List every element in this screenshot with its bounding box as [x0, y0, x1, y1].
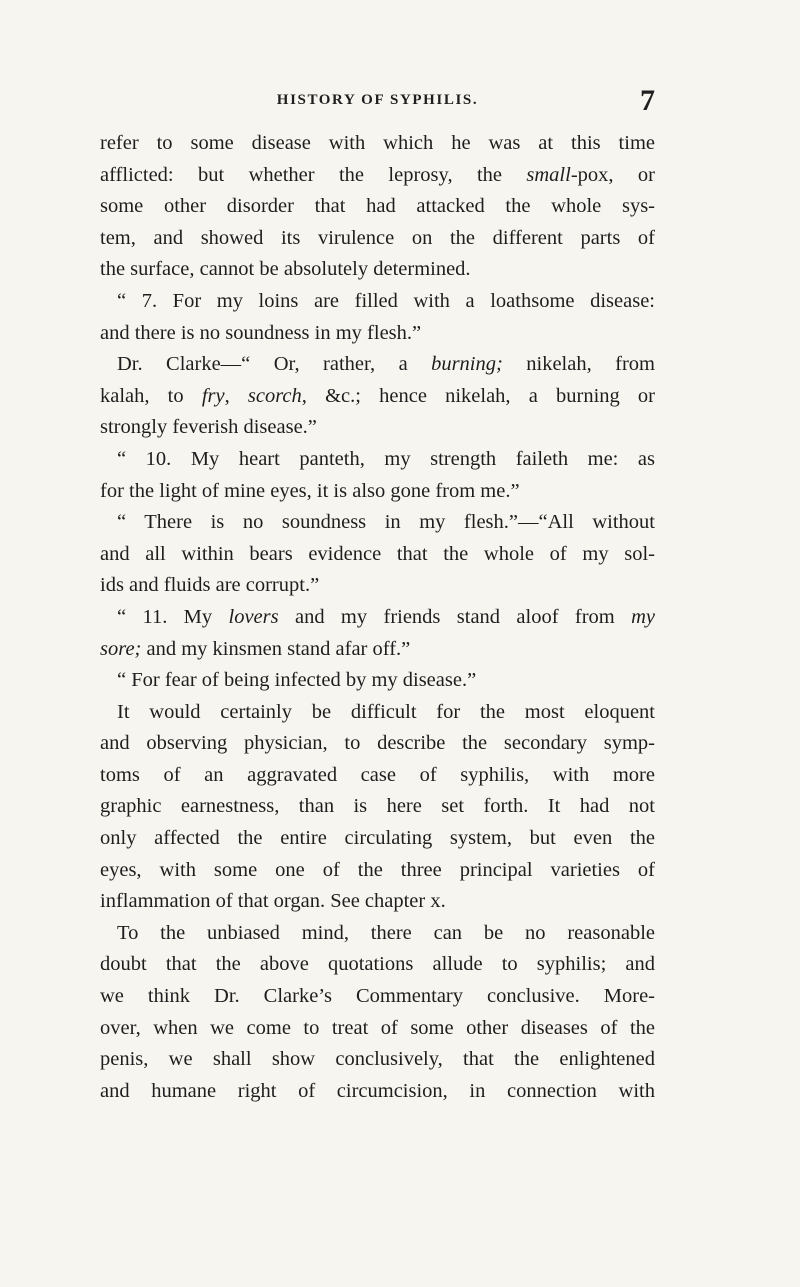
text-line: doubt that the above quotations allude to syphilis; and	[100, 953, 655, 976]
text-line: for the light of mine eyes, it is also gone from me.”	[100, 479, 520, 502]
text-line: and there is no soundness in my flesh.”	[100, 321, 422, 344]
text-line: toms of an aggravated case of syphilis, with more	[100, 763, 655, 786]
text-line: “ There is no soundness in my flesh.”—“All without	[117, 511, 655, 534]
page-header	[100, 84, 655, 124]
text-line: It would certainly be difficult for the most eloquent	[117, 700, 655, 723]
text-line: “ For fear of being infected by my disease.”	[117, 669, 477, 692]
text-line: inflammation of that organ. See chapter x.	[100, 890, 446, 913]
text-line: “ 7. For my loins are filled with a loathsome disease:	[117, 289, 655, 312]
running-head: HISTORY OF SYPHILIS.	[276, 92, 479, 108]
text-line: over, when we come to treat of some other diseases of the	[100, 1016, 655, 1039]
body-text	[100, 128, 655, 1107]
text-line: afflicted: but whether the leprosy, the small-pox, or	[100, 163, 655, 186]
text-line: ids and fluids are corrupt.”	[100, 574, 320, 597]
text-line: “ 10. My heart panteth, my strength faileth me: as	[117, 447, 655, 470]
text-line: kalah, to fry, scorch, &c.; hence nikelah, a burning or	[100, 384, 656, 407]
text-line: sore; and my kinsmen stand afar off.”	[100, 637, 411, 660]
text-line: strongly feverish disease.”	[100, 416, 317, 439]
text-line: and humane right of circumcision, in connection with	[100, 1079, 655, 1102]
text-line: and observing physician, to describe the secondary symp-	[100, 732, 655, 755]
text-line: Dr. Clarke—“ Or, rather, a burning; nikelah, from	[117, 353, 655, 376]
text-line: To the unbiased mind, there can be no reasonable	[117, 921, 655, 944]
page-number: 7	[640, 84, 655, 117]
text-line: only affected the entire circulating system, but even the	[100, 827, 655, 850]
text-line: and all within bears evidence that the whole of my sol-	[100, 542, 655, 565]
text-line: “ 11. My lovers and my friends stand aloof from my	[117, 605, 655, 628]
text-line: penis, we shall show conclusively, that the enlightened	[100, 1048, 655, 1071]
text-line: some other disorder that had attacked the whole sys-	[100, 195, 655, 218]
text-line: tem, and showed its virulence on the different parts of	[100, 226, 655, 249]
text-line: the surface, cannot be absolutely determined.	[100, 258, 471, 281]
text-line: we think Dr. Clarke’s Commentary conclusive. More-	[100, 985, 655, 1008]
text-line: eyes, with some one of the three principal varieties of	[100, 858, 655, 881]
text-line: refer to some disease with which he was at this time	[100, 132, 655, 154]
text-line: graphic earnestness, than is here set forth. It had not	[100, 795, 655, 818]
